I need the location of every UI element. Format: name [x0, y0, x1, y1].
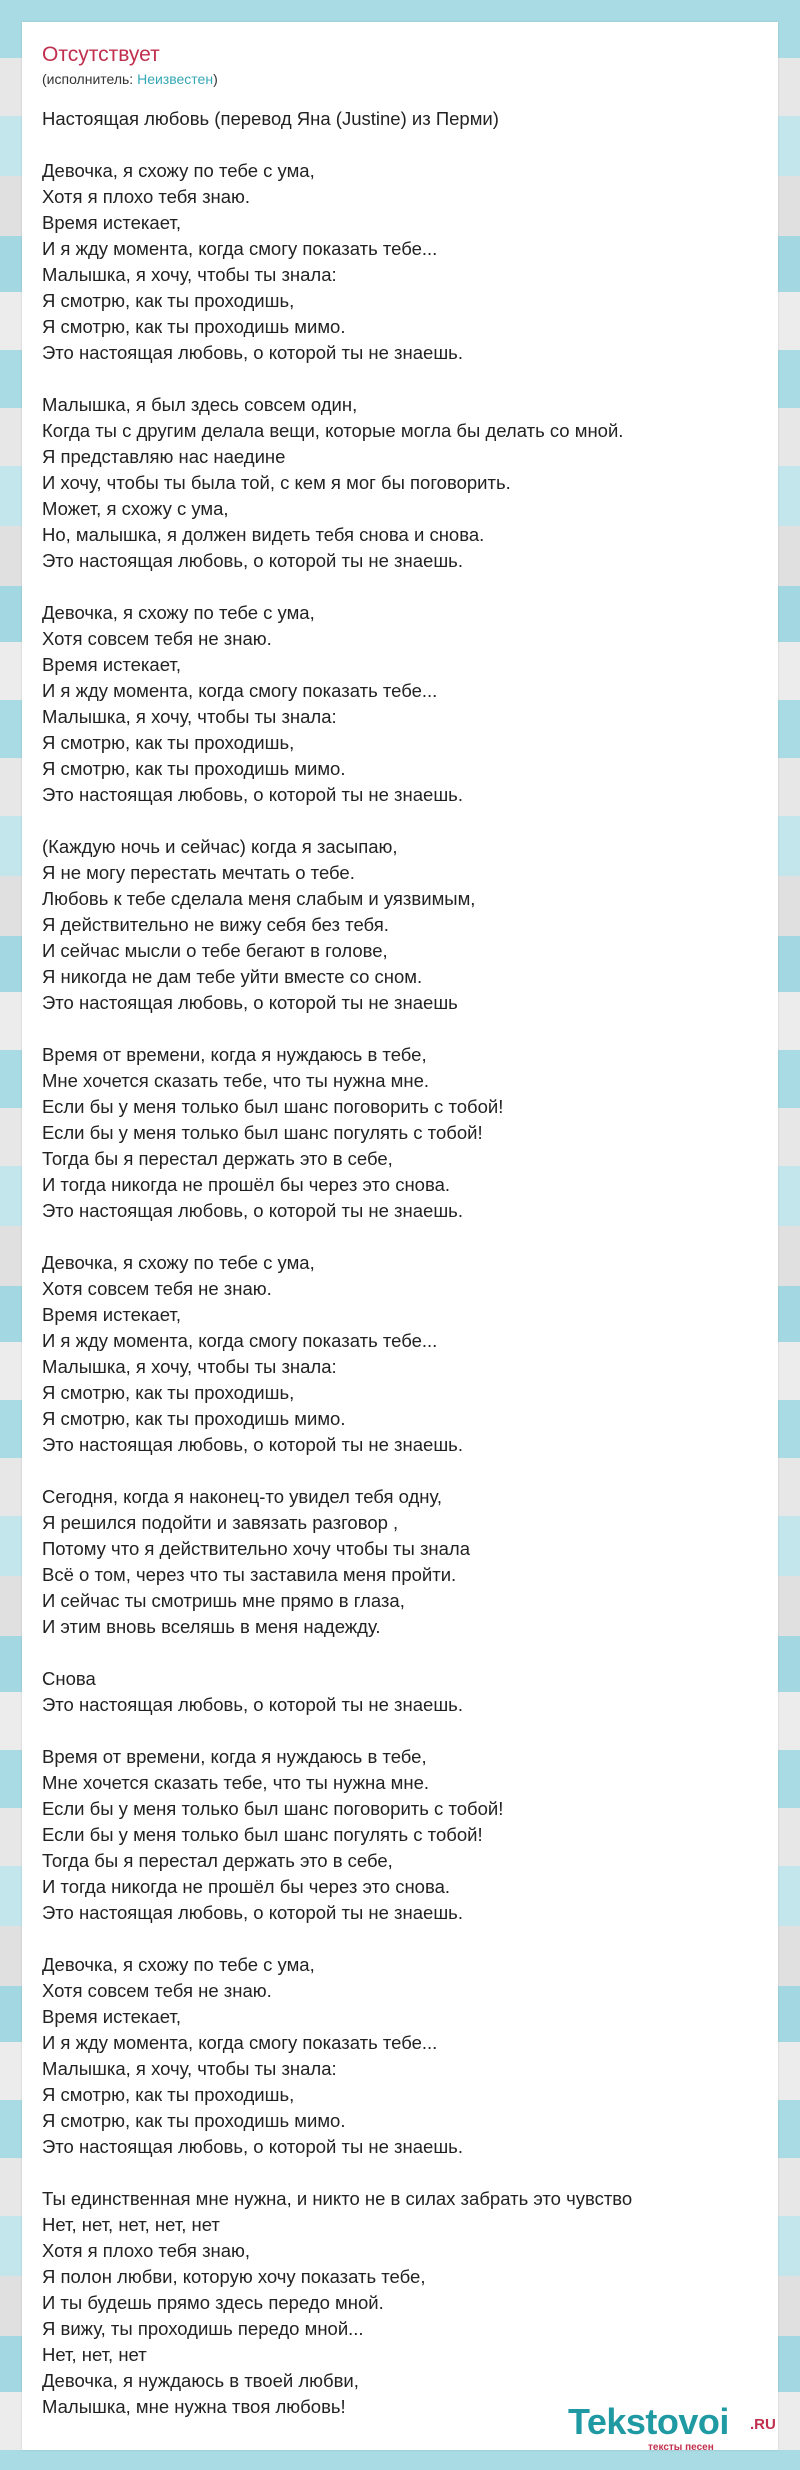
lyric-line: Хотя совсем тебя не знаю. — [42, 1278, 272, 1299]
stanza-break — [42, 1458, 762, 1484]
lyric-line: Я смотрю, как ты проходишь, — [42, 290, 295, 311]
lyric-line: Это настоящая любовь, о которой ты не знаешь. — [42, 1902, 463, 1923]
lyric-line: И я жду момента, когда смогу показать тебе... — [42, 1330, 438, 1351]
lyric-line: Девочка, я схожу по тебе с ума, — [42, 1954, 315, 1975]
site-logo[interactable] — [568, 2402, 778, 2458]
artist-link[interactable]: Неизвестен — [137, 71, 214, 87]
lyric-line: Время истекает, — [42, 654, 181, 675]
lyric-line: Любовь к тебе сделала меня слабым и уязвимым, — [42, 888, 476, 909]
lyric-line: Время истекает, — [42, 1304, 181, 1325]
lyric-line: Малышка, я был здесь совсем один, — [42, 394, 358, 415]
lyric-line: Это настоящая любовь, о которой ты не знаешь — [42, 992, 458, 1013]
lyric-line: Я смотрю, как ты проходишь мимо. — [42, 2110, 346, 2131]
lyric-line: Малышка, мне нужна твоя любовь! — [42, 2396, 346, 2417]
lyric-line: Это настоящая любовь, о которой ты не знаешь. — [42, 550, 463, 571]
lyric-line: (Каждую ночь и сейчас) когда я засыпаю, — [42, 836, 398, 857]
lyric-line: Если бы у меня только был шанс погулять с тобой! — [42, 1824, 483, 1845]
lyric-line: Нет, нет, нет — [42, 2344, 147, 2365]
logo-name: Tekstovoi — [568, 2401, 729, 2442]
stanza-break — [42, 1224, 762, 1250]
lyric-line: Время истекает, — [42, 212, 181, 233]
lyric-line: Потому что я действительно хочу чтобы ты знала — [42, 1538, 471, 1559]
stanza-break — [42, 366, 762, 392]
lyric-line: И я жду момента, когда смогу показать тебе... — [42, 680, 438, 701]
stanza-break — [42, 132, 762, 158]
lyric-line: Это настоящая любовь, о которой ты не знаешь. — [42, 342, 463, 363]
lyric-line: Я вижу, ты проходишь передо мной... — [42, 2318, 364, 2339]
lyric-line: Мне хочется сказать тебе, что ты нужна мне. — [42, 1070, 430, 1091]
lyric-line: Я полон любви, которую хочу показать тебе, — [42, 2266, 426, 2287]
lyric-line: Хотя совсем тебя не знаю. — [42, 1980, 272, 2001]
lyric-line: Малышка, я хочу, чтобы ты знала: — [42, 264, 337, 285]
lyric-line: Тогда бы я перестал держать это в себе, — [42, 1850, 393, 1871]
lyric-line: Девочка, я схожу по тебе с ума, — [42, 160, 315, 181]
lyric-line: Если бы у меня только был шанс поговорить с тобой! — [42, 1096, 504, 1117]
lyrics-text — [42, 106, 762, 2420]
lyric-line: Мне хочется сказать тебе, что ты нужна мне. — [42, 1772, 430, 1793]
lyric-line: Это настоящая любовь, о которой ты не знаешь. — [42, 2136, 463, 2157]
lyric-line: Девочка, я схожу по тебе с ума, — [42, 602, 315, 623]
lyric-line: Настоящая любовь (перевод Яна (Justine) из Перми) — [42, 108, 499, 129]
lyric-line: Всё о том, через что ты заставила меня пройти. — [42, 1564, 457, 1585]
lyric-line: Я никогда не дам тебе уйти вместе со сном. — [42, 966, 423, 987]
artist-line — [42, 70, 218, 88]
artist-suffix: ) — [213, 71, 218, 87]
stanza-break — [42, 1718, 762, 1744]
lyric-line: И я жду момента, когда смогу показать тебе... — [42, 238, 438, 259]
lyric-line: Время истекает, — [42, 2006, 181, 2027]
lyric-line: Снова — [42, 1668, 96, 1689]
logo-tld: .RU — [750, 2416, 776, 2433]
lyric-line: Время от времени, когда я нуждаюсь в тебе, — [42, 1746, 427, 1767]
lyric-line: Я решился подойти и завязать разговор , — [42, 1512, 399, 1533]
lyrics-card — [22, 22, 778, 2453]
lyric-line: Девочка, я схожу по тебе с ума, — [42, 1252, 315, 1273]
lyric-line: Я смотрю, как ты проходишь, — [42, 732, 295, 753]
lyric-line: Хотя я плохо тебя знаю. — [42, 186, 251, 207]
lyric-line: Я смотрю, как ты проходишь, — [42, 2084, 295, 2105]
stanza-break — [42, 574, 762, 600]
lyric-line: Это настоящая любовь, о которой ты не знаешь. — [42, 1200, 463, 1221]
logo-tagline: тексты песен — [648, 2442, 714, 2453]
stanza-break — [42, 808, 762, 834]
lyric-line: Я смотрю, как ты проходишь, — [42, 1382, 295, 1403]
lyric-line: Девочка, я нуждаюсь в твоей любви, — [42, 2370, 359, 2391]
lyric-line: Но, малышка, я должен видеть тебя снова и снова. — [42, 524, 485, 545]
lyric-line: Я действительно не вижу себя без тебя. — [42, 914, 389, 935]
lyric-line: И сейчас мысли о тебе бегают в голове, — [42, 940, 388, 961]
lyric-line: Малышка, я хочу, чтобы ты знала: — [42, 2058, 337, 2079]
lyric-line: Время от времени, когда я нуждаюсь в тебе, — [42, 1044, 427, 1065]
lyric-line: Если бы у меня только был шанс погулять с тобой! — [42, 1122, 483, 1143]
lyric-line: Я смотрю, как ты проходишь мимо. — [42, 316, 346, 337]
stanza-break — [42, 2160, 762, 2186]
lyric-line: И я жду момента, когда смогу показать тебе... — [42, 2032, 438, 2053]
lyric-line: И хочу, чтобы ты была той, с кем я мог бы поговорить. — [42, 472, 511, 493]
lyric-line: Это настоящая любовь, о которой ты не знаешь. — [42, 784, 463, 805]
lyric-line: Хотя совсем тебя не знаю. — [42, 628, 272, 649]
song-title: Отсутствует — [42, 43, 160, 66]
lyric-line: Малышка, я хочу, чтобы ты знала: — [42, 706, 337, 727]
lyric-line: И сейчас ты смотришь мне прямо в глаза, — [42, 1590, 405, 1611]
lyric-line: Если бы у меня только был шанс поговорить с тобой! — [42, 1798, 504, 1819]
lyric-line: Когда ты с другим делала вещи, которые могла бы делать со мной. — [42, 420, 624, 441]
lyric-line: И тогда никогда не прошёл бы через это снова. — [42, 1876, 451, 1897]
artist-prefix: (исполнитель: — [42, 71, 138, 87]
lyric-line: И ты будешь прямо здесь передо мной. — [42, 2292, 384, 2313]
lyric-line: Я смотрю, как ты проходишь мимо. — [42, 1408, 346, 1429]
stanza-break — [42, 1016, 762, 1042]
stanza-break — [42, 1926, 762, 1952]
lyric-line: Нет, нет, нет, нет, нет — [42, 2214, 220, 2235]
stanza-break — [42, 1640, 762, 1666]
lyric-line: Малышка, я хочу, чтобы ты знала: — [42, 1356, 337, 1377]
lyric-line: Я смотрю, как ты проходишь мимо. — [42, 758, 346, 779]
lyric-line: Может, я схожу с ума, — [42, 498, 229, 519]
lyric-line: Это настоящая любовь, о которой ты не знаешь. — [42, 1434, 463, 1455]
lyric-line: Это настоящая любовь, о которой ты не знаешь. — [42, 1694, 463, 1715]
lyric-line: Ты единственная мне нужна, и никто не в силах забрать это чувство — [42, 2188, 633, 2209]
lyric-line: И тогда никогда не прошёл бы через это снова. — [42, 1174, 451, 1195]
lyric-line: И этим вновь вселяшь в меня надежду. — [42, 1616, 381, 1637]
lyric-line: Я не могу перестать мечтать о тебе. — [42, 862, 355, 883]
lyric-line: Сегодня, когда я наконец-то увидел тебя одну, — [42, 1486, 443, 1507]
lyric-line: Хотя я плохо тебя знаю, — [42, 2240, 251, 2261]
lyric-line: Я представляю нас наедине — [42, 446, 286, 467]
lyric-line: Тогда бы я перестал держать это в себе, — [42, 1148, 393, 1169]
